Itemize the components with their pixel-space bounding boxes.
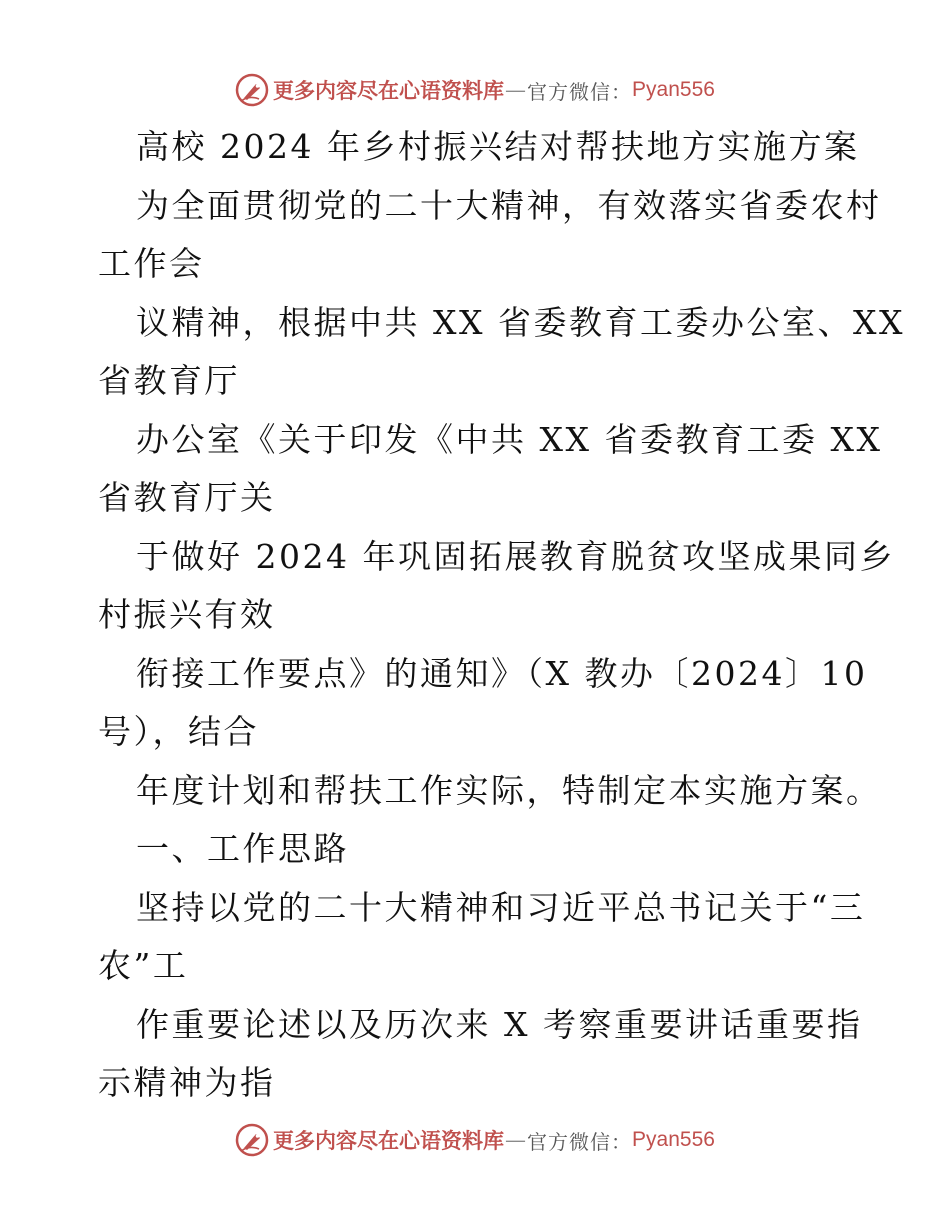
- text-line: 衔接工作要点》的通知》（X 教办〔2024〕10: [136, 653, 868, 693]
- banner-label: 官方微信：: [527, 1129, 633, 1154]
- text-line: 工作会: [98, 244, 205, 283]
- text-line: 村振兴有效: [98, 595, 276, 634]
- pen-nib-logo-icon: [235, 73, 269, 107]
- footer-watermark-banner: [0, 1120, 950, 1160]
- banner-brand: 更多内容尽在心语资料库: [273, 78, 505, 103]
- text-line: 农”工: [98, 946, 189, 985]
- text-line: 省教育厅关: [98, 478, 276, 517]
- text-line: 于做好 2024 年巩固拓展教育脱贫攻坚成果同乡: [136, 536, 895, 576]
- document-body: [98, 118, 905, 1113]
- banner-brand: 更多内容尽在心语资料库: [273, 1128, 505, 1153]
- text-line: 议精神，根据中共 XX 省委教育工委办公室、XX: [136, 302, 905, 342]
- text-line: 办公室《关于印发《中共 XX 省委教育工委 XX: [136, 419, 883, 459]
- banner-label: 官方微信：: [527, 79, 633, 104]
- text-line: 号），结合: [98, 712, 259, 751]
- pen-nib-logo-icon: [235, 1123, 269, 1157]
- text-line: 一、工作思路: [136, 829, 349, 868]
- header-watermark-banner: [0, 70, 950, 110]
- text-line: 作重要论述以及历次来 X 考察重要讲话重要指: [136, 1004, 863, 1044]
- text-line: 坚持以党的二十大精神和习近平总书记关于“三: [136, 887, 866, 927]
- text-line: 示精神为指: [98, 1063, 276, 1102]
- banner-dash: —: [505, 78, 527, 102]
- banner-dash: —: [505, 1128, 527, 1152]
- banner-wechat-id: Pyan556: [632, 1128, 715, 1151]
- banner-wechat-id: Pyan556: [632, 78, 715, 101]
- text-line: 年度计划和帮扶工作实际，特制定本实施方案。: [136, 770, 882, 810]
- text-line: 为全面贯彻党的二十大精神，有效落实省委农村: [136, 185, 882, 225]
- text-line: 省教育厅: [98, 361, 240, 400]
- document-title: 高校 2024 年乡村振兴结对帮扶地方实施方案: [136, 127, 860, 166]
